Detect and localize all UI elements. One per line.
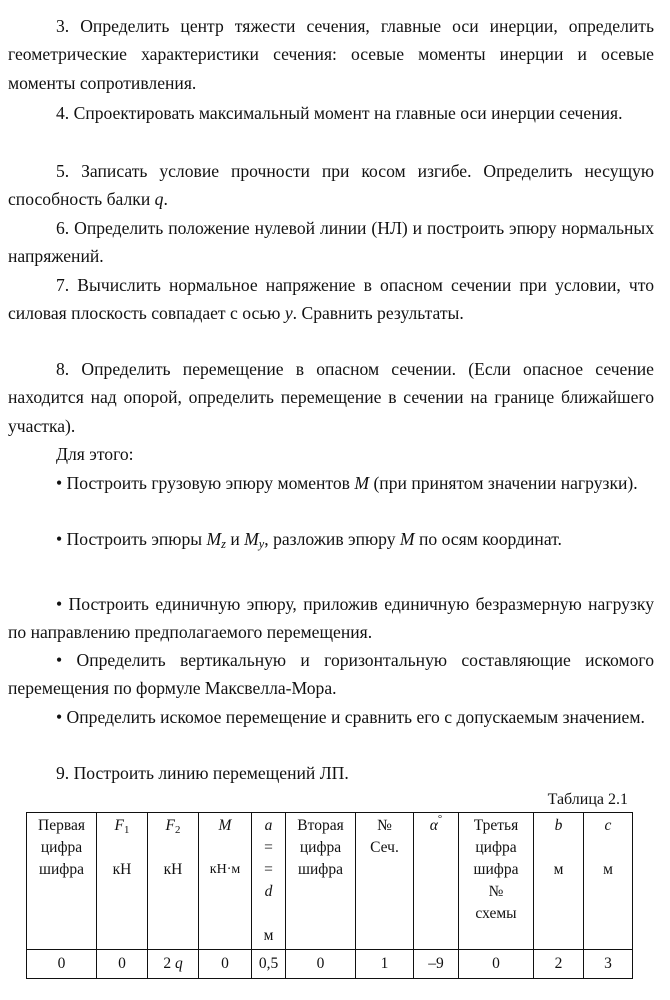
table-cell: –9 <box>414 950 459 979</box>
header-a-d: a = = d м <box>252 813 286 950</box>
table-cell: 0 <box>286 950 356 979</box>
header-section-number: № Сеч. <box>356 813 414 950</box>
paragraph-8: 8. Определить перемещение в опасном сечении. (Если опасное сечение находится над опорой, определить перемещение в сечении на границе ближайшего участка). <box>8 359 654 436</box>
header-first-digit: Первая цифра шифра <box>27 813 97 950</box>
header-second-digit: Вторая цифра шифра <box>286 813 356 950</box>
table-caption: Таблица 2.1 <box>547 791 628 808</box>
table-cell: 0 <box>459 950 534 979</box>
bullet-3: • Построить единичную эпюру, приложив единичную безразмерную нагрузку по направлению предполагаемого перемещения. <box>8 594 654 643</box>
header-alpha: α° <box>414 813 459 950</box>
bullet-2: • Построить эпюры $M_z$ и $M_y$, разложив эпюру M по осям координат. <box>56 529 562 551</box>
header-m: M кН·м <box>199 813 252 950</box>
table-row <box>27 950 633 979</box>
table-cell: 2 q <box>148 950 199 979</box>
paragraph-9: 9. Построить линию перемещений ЛП. <box>56 763 349 783</box>
bullet-5: • Определить искомое перемещение и сравнить его с допускаемым значением. <box>56 707 645 727</box>
bullet-4: • Определить вертикальную и горизонтальную составляющие искомого перемещения по формуле Максвелла-Мора. <box>8 650 654 699</box>
table-cell: 0 <box>97 950 148 979</box>
paragraph-4: 4. Спроектировать максимальный момент на главные оси инерции сечения. <box>56 103 623 123</box>
table-cell: 0 <box>27 950 97 979</box>
paragraph-6: 6. Определить положение нулевой линии (НЛ) и построить эпюру нормальных напряжений. <box>8 218 654 267</box>
header-c: c м <box>584 813 633 950</box>
table-cell: 1 <box>356 950 414 979</box>
paragraph-3: 3. Определить центр тяжести сечения, главные оси инерции, определить геометрические характеристики сечения: осевые моменты инерции и осевые моменты сопротивления. <box>8 16 654 93</box>
header-b: b м <box>534 813 584 950</box>
table-header-row <box>27 813 633 950</box>
variable-q: q <box>154 189 164 210</box>
header-third-digit: Третья цифра шифра № схемы <box>459 813 534 950</box>
data-table <box>26 812 633 979</box>
header-f2: $F_2$ кН <box>148 813 199 950</box>
table-cell: 0,5 <box>252 950 286 979</box>
variable-y: y <box>284 303 293 324</box>
bullet-1: • Построить грузовую эпюру моментов M (при принятом значении нагрузки). <box>56 473 638 493</box>
paragraph-7: 7. Вычислить нормальное напряжение в опасном сечении при условии, что силовая плоскость совпадает с осью y. Сравнить результаты. <box>8 275 654 324</box>
for-this-label: Для этого: <box>56 444 134 464</box>
table-cell: 3 <box>584 950 633 979</box>
header-f1: $F_1$ кН <box>97 813 148 950</box>
table-cell: 0 <box>199 950 252 979</box>
paragraph-5: 5. Записать условие прочности при косом изгибе. Определить несущую способность балки q. <box>8 161 654 210</box>
table-cell: 2 <box>534 950 584 979</box>
